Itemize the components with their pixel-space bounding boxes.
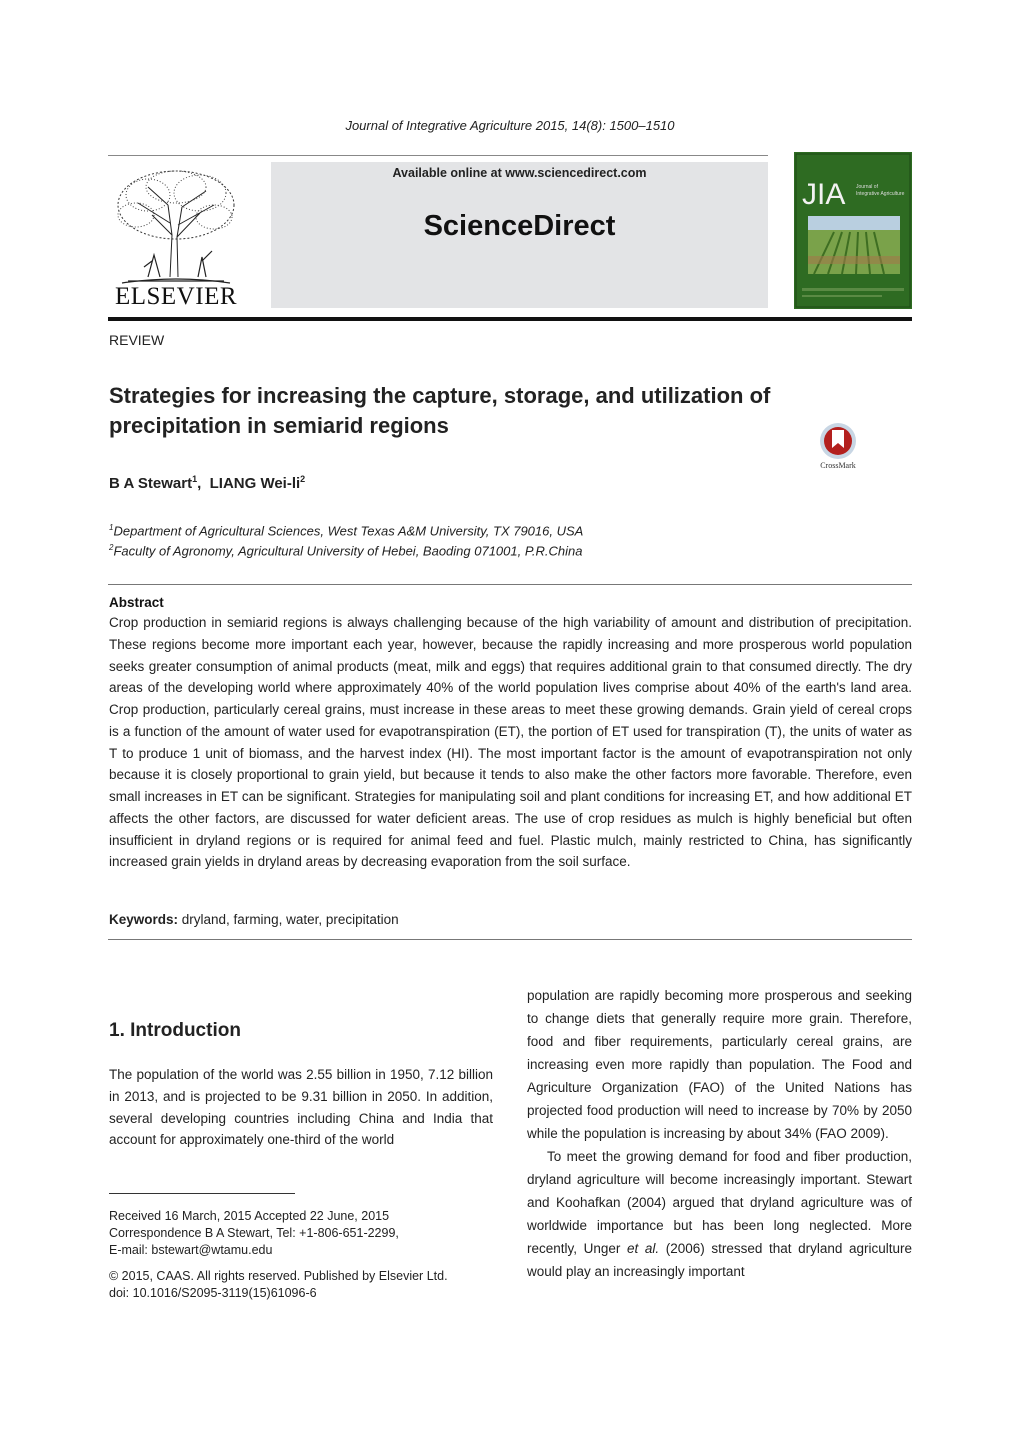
intro-paragraph (527, 1145, 912, 1283)
elsevier-wordmark: ELSEVIER (114, 283, 238, 310)
crossmark-label: CrossMark (820, 461, 856, 470)
abstract-body: Crop production in semiarid regions is always challenging because of the high variability of amount and distribution of precipitation. These regions become more important each year, however, because the rapidly increasing and more prosperous world population seeks greater consumption of animal products (meat, milk and eggs) that requires additional grain to that consumed directly. The dry areas of the developing world where approximately 40% of the world population lives comprise about 40% of the earth's land area. Crop production, particularly cereal grains, must increase in these areas to meet these growing demands. Grain yield of cereal crops is a function of the amount of water used for evapotranspiration (ET), the portion of ET used for transpiration (T), the units of water as T to produce 1 unit of biomass, and the harvest index (HI). The most important factor is the amount of evapotranspiration not only because it is closely proportional to grain yield, but because it tends to also make the other factors more favorable. Therefore, even small increases in ET can be significant. Strategies for manipulating soil and plant conditions for increasing ET, and how additional ET affects the other factors, are discussed for water deficient areas. The use of crop residues as mulch is highly beneficial but often insufficient in dryland regions or is required for animal feed and fuel. Plastic mulch, mainly restricted to China, has significantly increased grain yields in dryland areas by decreasing evaporation from the soil surface. (109, 615, 912, 870)
available-online-text[interactable]: Available online at www.sciencedirect.com (392, 166, 647, 180)
author-affil-mark: 1 (192, 474, 198, 484)
affiliation (109, 523, 583, 538)
intro-etal: et al. (627, 1241, 660, 1256)
journal-citation: Journal of Integrative Agriculture 2015, 14(8): 1500–1510 (345, 118, 675, 133)
section-heading: 1. Introduction (109, 1020, 241, 1041)
abstract-top-rule (108, 584, 912, 585)
footnote-rule (109, 1193, 295, 1194)
keywords-list: dryland, farming, water, precipitation (178, 912, 399, 927)
author-name: B A Stewart (109, 475, 193, 492)
affiliation-text: Faculty of Agronomy, Agricultural University of Hebei, Baoding 071001, P.R.China (113, 543, 583, 559)
journal-cover-image (794, 152, 912, 309)
intro-column-2 (527, 984, 912, 1283)
doi[interactable]: doi: 10.1016/S2095-3119(15)61096-6 (109, 1286, 317, 1300)
cover-title-line2: Integrative Agriculture (856, 191, 905, 197)
affiliation (109, 543, 582, 558)
affiliation-text: Department of Agricultural Sciences, West Texas A&M University, TX 79016, USA (113, 523, 584, 539)
sciencedirect-title: ScienceDirect (423, 210, 616, 242)
intro-text: (2006) stressed that dryland agriculture would play an increasingly important (527, 1241, 912, 1279)
affiliation-number: 1 (109, 523, 114, 532)
cover-abbr: JIA (802, 178, 846, 211)
copyright: © 2015, CAAS. All rights reserved. Published by Elsevier Ltd. (109, 1269, 448, 1283)
email[interactable]: E-mail: bstewart@wtamu.edu (109, 1243, 273, 1257)
affiliation-number: 2 (109, 543, 114, 552)
correspondence: Correspondence B A Stewart, Tel: +1-806-651-2299, (109, 1226, 399, 1240)
received-dates: Received 16 March, 2015 Accepted 22 June, 2015 (109, 1209, 390, 1223)
intro-paragraph-col1: The population of the world was 2.55 billion in 1950, 7.12 billion in 2013, and is projected to be 9.31 billion in 2050. In addition, several developing countries including China and India that account for approximately one-third of the world (109, 1067, 493, 1148)
author-affil-mark: 2 (300, 474, 306, 484)
article-title: Strategies for increasing the capture, storage, and utilization of precipitation in semiarid regions (109, 383, 771, 438)
author-name: LIANG Wei-li (209, 475, 301, 492)
article-type: REVIEW (109, 332, 165, 348)
author-list: B A Stewart$^1$, LIANG Wei-$li^2$ (109, 474, 306, 492)
header-thick-rule (108, 317, 912, 321)
header-rule (108, 155, 768, 156)
abstract-heading: Abstract (109, 595, 164, 610)
keywords (109, 912, 399, 927)
keywords-label: Keywords: (109, 912, 179, 927)
abstract-bottom-rule (108, 939, 912, 940)
intro-text: To meet the growing demand for food and fiber production, dryland agriculture will become increasingly important. Stewart and Koohafkan (2004) argued that dryland agriculture was of worldwide importance but has been long neglected. More recently, Unger (527, 1149, 912, 1256)
crossmark-icon[interactable] (815, 422, 861, 470)
intro-paragraph: population are rapidly becoming more prosperous and seeking to change diets that generally require more grain. Therefore, food and fiber requirements, particularly cereal grains, are increasing even more rapidly than population. The Food and Agriculture Organization (FAO) of the United Nations has projected food production will need to increase by 70% by 2050 while the population is increasing by about 34% (FAO 2009). (527, 988, 912, 1141)
cover-title-line1: Journal of (856, 184, 878, 190)
